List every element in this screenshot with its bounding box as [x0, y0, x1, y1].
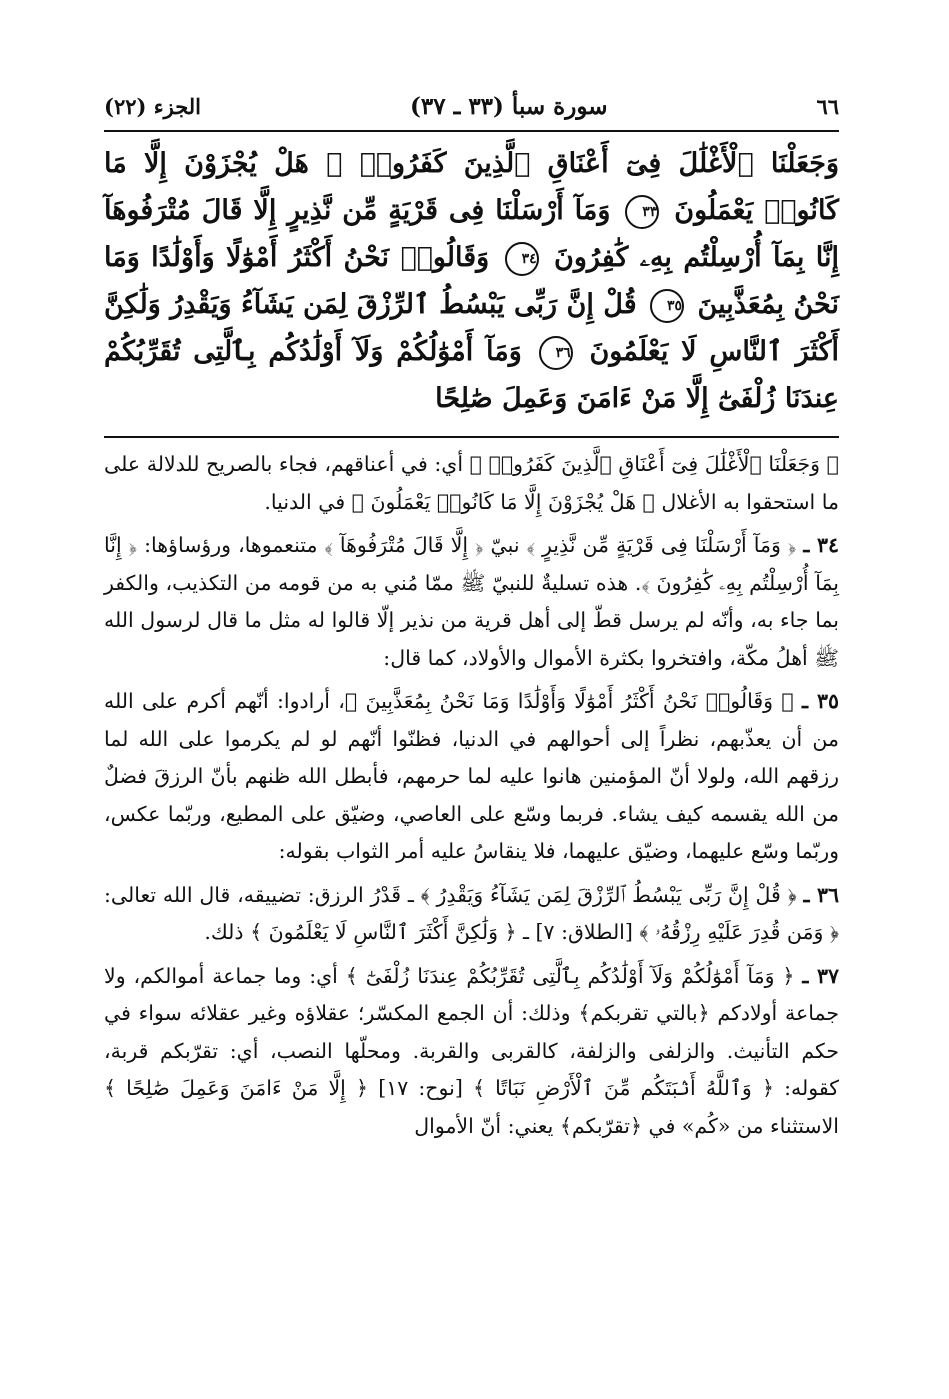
tafsir-paragraph-33	[104, 446, 839, 521]
surah-title: سورة سبأ (٣٣ ـ ٣٧)	[409, 92, 608, 120]
tafsir-paragraph-35	[104, 683, 839, 871]
tafsir-text: ﴿ وَجَعَلْنَا ٱلْأَغْلَٰلَ فِىٓ أَعْنَاقِ ٱلَّذِينَ كَفَرُوا۟ ﴾ أي: في أعناقهم، فجاء بالصريح للدلالة على ما استحقوا به الأغلال ﴿ هَلْ يُجْزَوْنَ إِلَّا مَا كَانُوا۟ يَعْمَلُونَ ﴾ في الدنيا.	[104, 452, 839, 514]
quran-text-block	[104, 140, 839, 422]
ayah-text: قُلْ إِنَّ رَبِّى يَبْسُطُ ٱلرِّزْقَ لِمَن يَشَآءُ وَيَقْدِرُ وَلَٰكِنَّ أَكْثَرَ ٱلنَّاسِ لَا يَعْلَمُونَ	[104, 289, 840, 367]
verse-number: ٣٤ ـ	[803, 533, 839, 557]
ayah-number-marker: ٣٥	[650, 289, 684, 323]
ayah-text: وَجَعَلْنَا ٱلْأَغْلَٰلَ فِىٓ أَعْنَاقِ ٱلَّذِينَ كَفَرُوا۟ ۚ هَلْ يُجْزَوْنَ إِلَّا مَا كَانُوا۟ يَعْمَلُونَ	[104, 148, 840, 226]
tafsir-text: ﴿ وَمَآ أَرْسَلْنَا فِى قَرْيَةٍ مِّن نَّذِيرٍ ﴾ نبيّ ﴿ إِلَّا قَالَ مُتْرَفُوهَآ ﴾ متنعموها، ورؤساؤها: ﴿ إِنَّا بِمَآ أُرْسِلْتُم بِهِۦ كَٰفِرُونَ ﴾. هذه تسليةٌ للنبيّ ﷺ ممّا مُني به من قومه من التكذيب، والكفر بما جاء به، وأنّه لم يرسل قطّ إلى أهل قرية من نذير إلّا قالوا له مثل ما قال لرسول الله ﷺ أهلُ مكّة، وافتخروا بكثرة الأموال والأولاد، كما قال:	[104, 533, 839, 670]
verse-number: ٣٧ ـ	[802, 963, 839, 988]
ayah-number-marker: ٣٦	[539, 336, 573, 370]
tafsir-paragraph-37	[104, 958, 839, 1146]
ayah-text: وَمَآ أَرْسَلْنَا فِى قَرْيَةٍ مِّن نَّذِيرٍ إِلَّا قَالَ مُتْرَفُوهَآ إِنَّا بِمَآ أُرْسِلْتُم بِهِۦ كَٰفِرُونَ	[104, 195, 839, 273]
tafsir-commentary	[104, 446, 839, 1145]
ayah-text: وَقَالُوا۟ نَحْنُ أَكْثَرُ أَمْوَٰلًا وَأَوْلَٰدًا وَمَا نَحْنُ بِمُعَذَّبِينَ	[104, 242, 840, 320]
tafsir-text: ﴿ وَمَآ أَمْوَٰلُكُمْ وَلَآ أَوْلَٰدُكُم بِٱلَّتِى تُقَرِّبُكُمْ عِندَنَا زُلْفَىٰٓ ﴾ أي: وما جماعة أموالكم، ولا جماعة أولادكم ﴿بالتي تقربكم﴾ وذلك: أن الجمع المكسّر؛ عقلاؤه وغير عقلائه سواء في حكم التأنيث. والزلفى والزلفة، كالقربى والقربة. ومحلّها النصب، أي: تقرّبكم قربة، كقوله: ﴿ وَٱللَّهُ أَنۢبَتَكُم مِّنَ ٱلْأَرْضِ نَبَاتًا ﴾ [نوح: ١٧] ﴿ إِلَّا مَنْ ءَامَنَ وَعَمِلَ صَٰلِحًا ﴾ الاستثناء من «كُم» في ﴿تقرّبكم﴾ يعني: أنّ الأموال	[104, 963, 839, 1138]
verse-number: ٣٥ ـ	[802, 689, 839, 713]
tafsir-text: ﴿ قُلْ إِنَّ رَبِّى يَبْسُطُ ٱلرِّزْقَ لِمَن يَشَآءُ وَيَقْدِرُ ﴾ ـ قَدْرُ الرزق: تضييقه، قال الله تعالى: ﴿ وَمَن قُدِرَ عَلَيْهِ رِزْقُهُۥ ﴾ [الطلاق: ٧] ـ ﴿ وَلَٰكِنَّ أَكْثَرَ ٱلنَّاسِ لَا يَعْلَمُونَ ﴾ ذلك.	[104, 882, 839, 944]
juz-label: الجزء (٢٢)	[104, 93, 201, 119]
tafsir-paragraph-34	[104, 527, 839, 677]
tafsir-paragraph-36	[104, 877, 839, 952]
page-header	[104, 88, 839, 132]
tafsir-text: ﴿ وَقَالُوا۟ نَحْنُ أَكْثَرُ أَمْوَٰلًا وَأَوْلَٰدًا وَمَا نَحْنُ بِمُعَذَّبِينَ ﴾، أرادوا: أنّهم أكرم على الله من أن يعذّبهم، نظراً إلى أحوالهم في الدنيا، فظنّوا أنّهم لو لم يكرموا على الله لما رزقهم الله، ولولا أنّ المؤمنين هانوا عليه لما حرمهم، فأبطل الله ظنهم بأنّ الرزقَ فضلٌ من الله يقسمه كيف يشاء. فربما وسّع على العاصي، وضيّق على المطيع، وربّما عكس، وربّما وسّع عليهما، وضيّق عليهما، فلا ينقاسُ عليه أمر الثواب بقوله:	[104, 689, 839, 863]
separator-rule	[104, 436, 839, 438]
ayah-number-marker: ٣٤	[505, 242, 539, 276]
ayah-number-marker: ٣٣	[625, 195, 659, 229]
page-number: ٦٦	[816, 93, 839, 119]
ayah-text: وَمَآ أَمْوَٰلُكُمْ وَلَآ أَوْلَٰدُكُم بِٱلَّتِى تُقَرِّبُكُمْ عِندَنَا زُلْفَىٰٓ إِلَّا مَنْ ءَامَنَ وَعَمِلَ صَٰلِحًا	[104, 336, 839, 414]
verse-number: ٣٦ ـ	[803, 882, 839, 907]
